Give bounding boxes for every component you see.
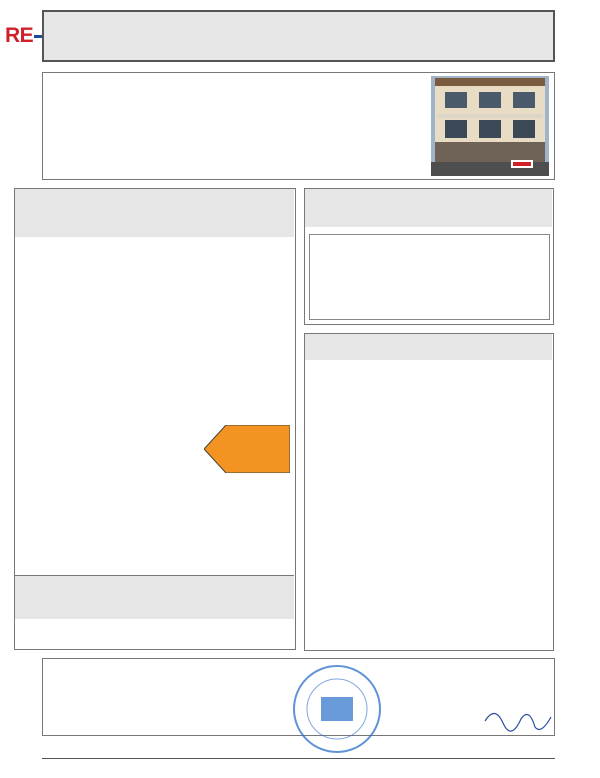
indicators-panel: [304, 333, 554, 651]
indicators-header: [305, 334, 552, 360]
classification-header: [15, 189, 294, 237]
energy-distribution-panel: [304, 188, 554, 325]
signature-scribble: [483, 699, 553, 739]
distribution-header: [305, 189, 552, 227]
building-photo: [431, 76, 549, 176]
requirement-header: [15, 575, 294, 619]
footer-divider: [42, 758, 555, 759]
remax-logo: RE: [5, 24, 106, 48]
result-arrow: [204, 425, 290, 473]
specialist-stamp: [291, 663, 383, 755]
building-info: [42, 72, 555, 180]
classification-panel: [14, 188, 296, 650]
distribution-pie: [460, 238, 546, 318]
header-box: [42, 10, 555, 62]
specialist-panel: [42, 658, 555, 736]
distribution-chart: [309, 234, 550, 320]
